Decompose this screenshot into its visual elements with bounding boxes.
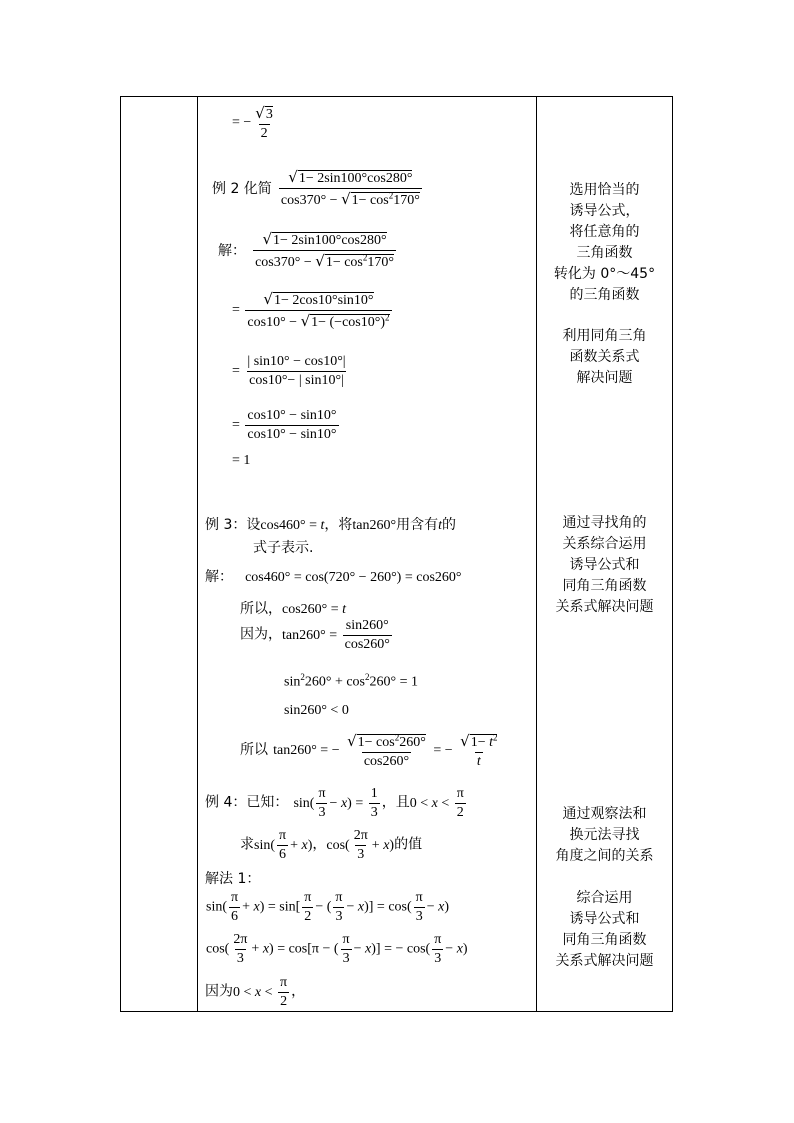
note-1-line: 转化为 0°～45°	[553, 266, 656, 282]
note-1-line: 的三角函数	[569, 287, 640, 303]
example-4-label: 例 4：已知：	[205, 794, 289, 811]
method-1-line-3: 因为0 < x < $\frac{\pi}{2}$ ，	[205, 975, 306, 1009]
note-1-line: 选用恰当的	[569, 182, 640, 198]
comma-2: ，	[291, 983, 306, 1000]
example-4-text-b: ，且	[381, 794, 410, 811]
note-1-line: 诱导公式，	[569, 203, 640, 219]
example-3-text-b: ，将	[324, 517, 353, 533]
example-4-question-line: 求sin( $\frac{\pi}{6}$ + x)，cos( $\frac{2\pi}{3}$ + x)的值	[240, 828, 423, 862]
note-5-line: 同角三角函数	[562, 932, 647, 948]
example-3-text-c: 用含有	[396, 517, 439, 533]
result-line: = − $\frac{√3}{2}$	[232, 104, 273, 141]
step-line-2: = $\frac{| \sin 10^\circ - \cos 10^\circ|}{\cos 10^\circ- | \sin 10^\circ|}$	[232, 354, 346, 388]
note-3-line: 诱导公式和	[569, 557, 640, 573]
note-3	[536, 513, 673, 618]
note-4-line: 换元法寻找	[569, 827, 640, 843]
note-5-line: 综合运用	[576, 890, 633, 906]
note-4-line: 角度之间的关系	[555, 848, 654, 864]
example-2-line: 例 2 化简 $\frac{√1- 2\sin 100^\circ\cos 280^\circ}{\cos 370^\circ - √1- \cos^2170^\circ}$	[212, 168, 420, 208]
note-3-line: 通过寻找角的	[562, 515, 647, 531]
therefore-label: 所以，	[240, 601, 282, 617]
note-4	[536, 804, 673, 867]
example-3-line-2: 式子表示.	[253, 540, 314, 556]
because-label-2: 因为	[205, 983, 233, 1000]
note-2-line: 函数关系式	[569, 349, 640, 365]
value-label: 的值	[394, 836, 423, 853]
note-1-line: 将任意角的	[569, 224, 640, 240]
note-1	[536, 180, 673, 306]
find-label: 求	[240, 836, 254, 853]
note-3-line: 关系综合运用	[562, 536, 647, 552]
note-2	[536, 326, 673, 389]
column-divider-1	[197, 97, 198, 1011]
solution-label-3: 解：	[205, 569, 233, 585]
note-3-line: 关系式解决问题	[555, 599, 654, 615]
note-2-line: 解决问题	[576, 370, 633, 386]
step-line-1: = $\frac{√1- 2\cos 10^\circ\sin 10^\circ}{\cos 10^\circ - √1- (-\cos 10^\circ)^2}$	[232, 290, 390, 330]
example-4-line: 例 4：已知： sin( $\frac{\pi}{3}$ − x) = $\frac{1}{3}$ ，且0 < x < $\frac{\pi}{2}$	[205, 786, 464, 820]
method-1-label: 解法 1：	[205, 871, 261, 887]
example-3-step-1: 所以，cos260° = t	[240, 601, 347, 617]
example-2-solution-line: 解： $\frac{√1- 2\sin 100^\circ\cos 280^\circ}{\cos 370^\circ - √1- \cos^2170^\circ}$	[218, 230, 394, 270]
step-line-3: = $\frac{\cos 10^\circ - \sin 10^\circ}{\cos 10^\circ - \sin 10^\circ}$	[232, 408, 337, 442]
example-3-solution-line: 解： cos460° = cos(720° − 260°) = cos260°	[205, 569, 462, 585]
example-3-step-3: 所以 tan260° = − $\frac{√1- \cos^2260^\circ}{\cos 260^\circ}$ = − $\frac{√1- t^2}{t}$	[240, 732, 498, 769]
example-3-step-2: 因为，tan260° = $\frac{\sin 260^\circ}{\cos 260^\circ}$	[240, 618, 390, 652]
note-5-line: 诱导公式和	[569, 911, 640, 927]
comma: ，	[312, 836, 327, 853]
method-1-line-1: sin( $\frac{\pi}{6}$ + x) = sin[ $\frac{\pi}{2}$ − ( $\frac{\pi}{3}$ − x)] = cos( $\frac{\pi}{3}$ − x)	[206, 890, 450, 924]
example-3-text-d: 的	[442, 517, 456, 533]
step-line-4: = 1	[232, 453, 251, 468]
because-label: 因为，	[240, 626, 282, 643]
therefore-label-2: 所以	[240, 742, 268, 759]
solution-label: 解：	[218, 243, 246, 259]
note-1-line: 三角函数	[576, 245, 633, 261]
method-1-line-2: cos( $\frac{2\pi}{3}$ + x) = cos[π − ( $\frac{\pi}{3}$ − x)] = − cos( $\frac{\pi}{3}$ − x)	[206, 932, 468, 966]
inequality-line: sin260° < 0	[284, 703, 349, 718]
note-5-line: 关系式解决问题	[555, 953, 654, 969]
note-5	[536, 888, 673, 972]
note-2-line: 利用同角三角	[562, 328, 647, 344]
note-4-line: 通过观察法和	[562, 806, 647, 822]
example-3-line: 例 3：设cos460° = t，将tan260°用含有t的	[205, 517, 456, 533]
example-3-label: 例 3：设	[205, 517, 261, 533]
example-2-label: 例 2 化简	[212, 181, 272, 197]
note-3-line: 同角三角函数	[562, 578, 647, 594]
identity-line: $\sin^2260^\circ + \cos^2260^\circ = 1$	[284, 672, 418, 690]
